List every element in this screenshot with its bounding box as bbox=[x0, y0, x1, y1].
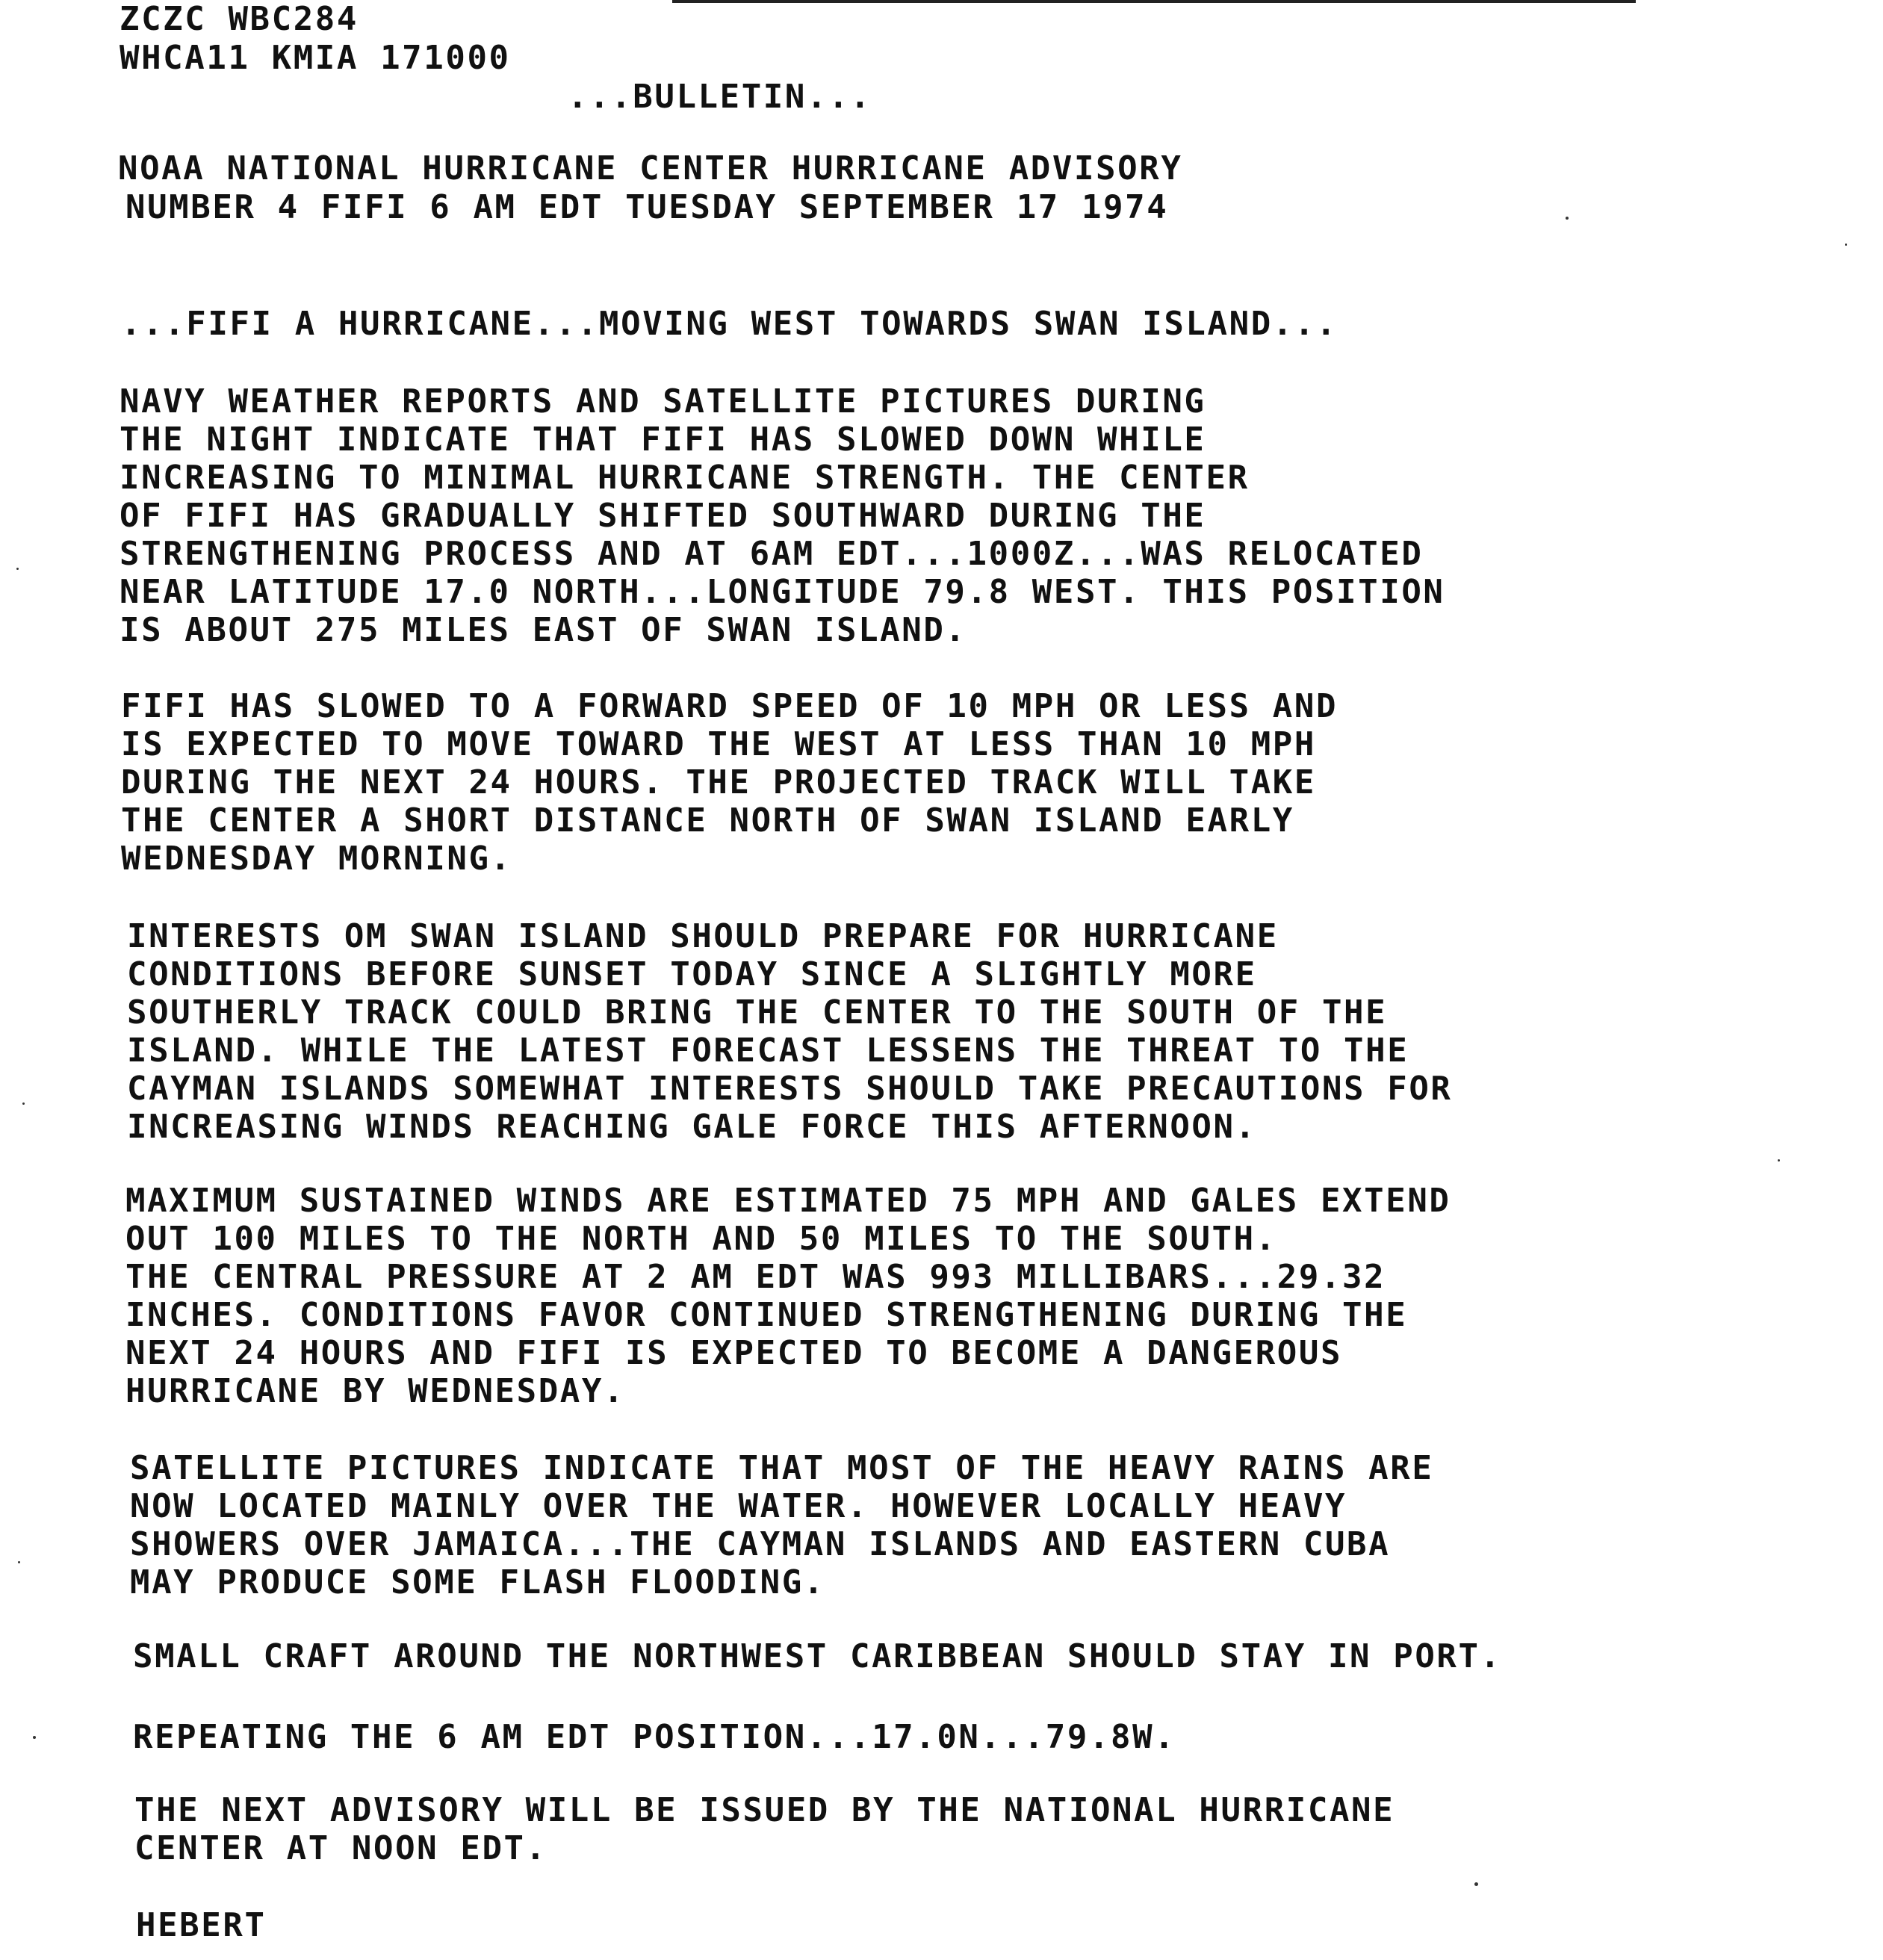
top-border-line bbox=[672, 0, 1636, 3]
paragraph-interests: INTERESTS OM SWAN ISLAND SHOULD PREPARE FOR HURRICANE CONDITIONS BEFORE SUNSET TODAY SINCE A SLIGHTLY MORE SOUTHERLY TRACK COULD BRING THE CENTER TO THE SOUTH OF THE ISLAND. WHILE THE LATEST FORECAST LESSENS THE THREAT TO THE CAYMAN ISLANDS SOMEWHAT INTERESTS SHOULD TAKE PRECAUTIONS FOR INCREASING WINDS REACHING GALE FORCE THIS AFTERNOON. bbox=[127, 917, 1453, 1146]
paragraph-motion: FIFI HAS SLOWED TO A FORWARD SPEED OF 10 MPH OR LESS AND IS EXPECTED TO MOVE TOWARD THE WEST AT LESS THAN 10 MPH DURING THE NEXT 24 HOURS. THE PROJECTED TRACK WILL TAKE THE CENTER A SHORT DISTANCE NORTH OF SWAN ISLAND EARLY WEDNESDAY MORNING. bbox=[121, 687, 1338, 878]
paragraph-position: NAVY WEATHER REPORTS AND SATELLITE PICTURES DURING THE NIGHT INDICATE THAT FIFI HAS SLOWED DOWN WHILE INCREASING TO MINIMAL HURRICANE STRENGTH. THE CENTER OF FIFI HAS GRADUALLY SHIFTED SOUTHWARD DURING THE STRENGTHENING PROCESS AND AT 6AM EDT...1000Z...WAS RELOCATED NEAR LATITUDE 17.0 NORTH...LONGITUDE 79.8 WEST. THIS POSITION IS ABOUT 275 MILES EAST OF SWAN ISLAND. bbox=[120, 382, 1445, 649]
paragraph-next-advisory: THE NEXT ADVISORY WILL BE ISSUED BY THE NATIONAL HURRICANE CENTER AT NOON EDT. bbox=[134, 1791, 1395, 1867]
forecaster-signature: HEBERT bbox=[136, 1906, 267, 1944]
paragraph-small-craft: SMALL CRAFT AROUND THE NORTHWEST CARIBBEAN SHOULD STAY IN PORT. bbox=[133, 1637, 1502, 1675]
paper-speck bbox=[22, 1102, 25, 1105]
paper-speck bbox=[1566, 217, 1569, 220]
header-line-2: WHCA11 KMIA 171000 bbox=[120, 39, 511, 77]
paper-speck bbox=[18, 1561, 20, 1563]
paragraph-winds: MAXIMUM SUSTAINED WINDS ARE ESTIMATED 75 MPH AND GALES EXTEND OUT 100 MILES TO THE NORTH AND 50 MILES TO THE SOUTH. THE CENTRAL PRESSURE AT 2 AM EDT WAS 993 MILLIBARS...29.32 INCHES. CONDITIONS FAVOR CONTINUED STRENGTHENING DURING THE NEXT 24 HOURS AND FIFI IS EXPECTED TO BECOME A DANGEROUS HURRICANE BY WEDNESDAY. bbox=[125, 1182, 1451, 1410]
paper-speck bbox=[1778, 1159, 1780, 1162]
paragraph-repeat-position: REPEATING THE 6 AM EDT POSITION...17.0N...79.8W. bbox=[133, 1718, 1176, 1756]
advisory-headline: ...FIFI A HURRICANE...MOVING WEST TOWARDS SWAN ISLAND... bbox=[121, 305, 1338, 343]
header-line-1: ZCZC WBC284 bbox=[120, 0, 359, 38]
paper-speck bbox=[1845, 244, 1847, 246]
bulletin-heading: ...BULLETIN... bbox=[568, 78, 872, 116]
paper-speck bbox=[16, 568, 19, 570]
paper-speck bbox=[1474, 1882, 1478, 1886]
paragraph-rains: SATELLITE PICTURES INDICATE THAT MOST OF THE HEAVY RAINS ARE NOW LOCATED MAINLY OVER THE WATER. HOWEVER LOCALLY HEAVY SHOWERS OVER JAMAICA...THE CAYMAN ISLANDS AND EASTERN CUBA MAY PRODUCE SOME FLASH FLOODING. bbox=[130, 1449, 1434, 1601]
advisory-title-line-2: NUMBER 4 FIFI 6 AM EDT TUESDAY SEPTEMBER 17 1974 bbox=[125, 188, 1169, 226]
paper-speck bbox=[33, 1736, 36, 1739]
advisory-title-line-1: NOAA NATIONAL HURRICANE CENTER HURRICANE ADVISORY bbox=[118, 149, 1183, 187]
